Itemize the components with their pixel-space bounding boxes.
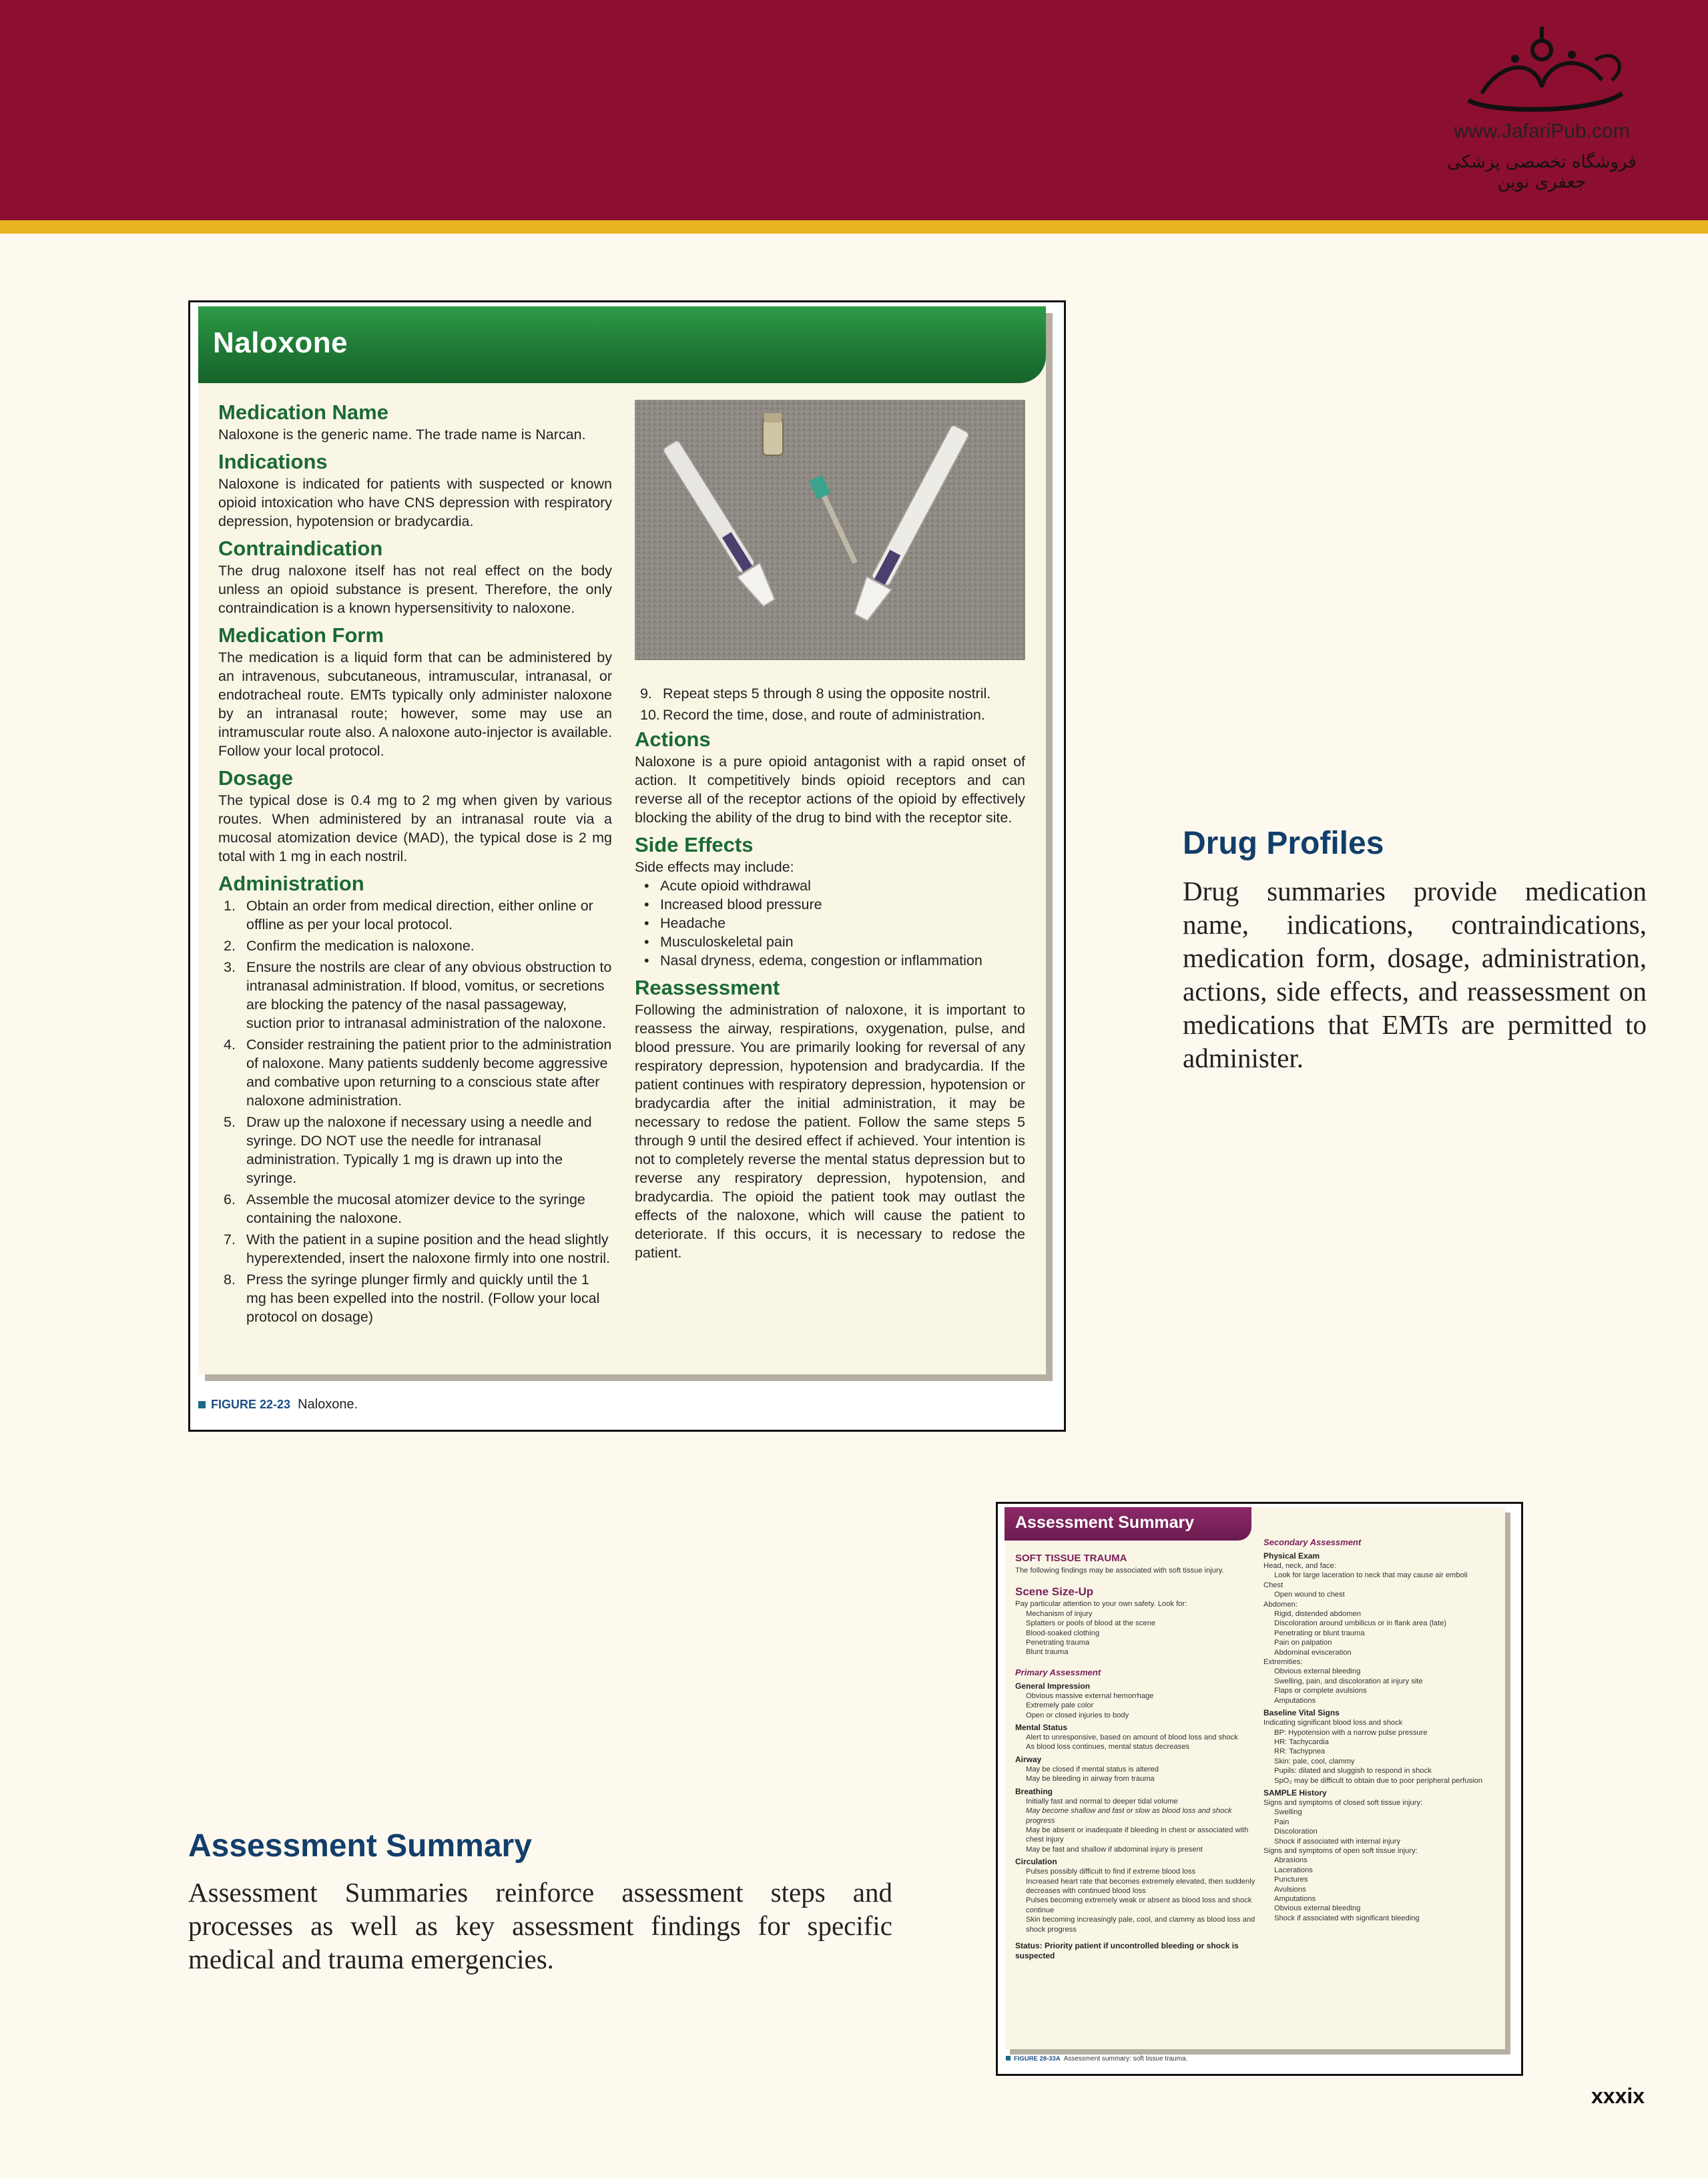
naloxone-title: Naloxone: [213, 326, 348, 359]
list-item: Splatters or pools of blood at the scene: [1026, 1619, 1156, 1628]
caption-text: Naloxone.: [298, 1397, 358, 1412]
list-item: 10. Record the time, dose, and route of administration.: [640, 707, 985, 723]
scene-intro: Pay particular attention to your own safety. Look for:: [1015, 1600, 1187, 1609]
list-item: Obvious external bleeding: [1274, 1904, 1361, 1913]
list-item: Open wound to chest: [1274, 1591, 1345, 1599]
list-item: Abrasions: [1274, 1856, 1308, 1865]
assessment-header: [1005, 1507, 1251, 1541]
logo-persian-text: فروشگاه تخصصی پزشکی جعفری نوین: [1447, 152, 1637, 192]
list-item: Penetrating trauma: [1026, 1639, 1090, 1647]
list-item: Discoloration around umbilicus or in flank area (late): [1274, 1619, 1447, 1628]
breathing-items: [1015, 1797, 1255, 1854]
list-item: Swelling, pain, and discoloration at injury site: [1274, 1677, 1423, 1685]
gi-items: [1015, 1691, 1255, 1720]
ms-items: [1015, 1733, 1255, 1752]
list-item: • Musculoskeletal pain: [635, 932, 1025, 951]
section-heading: Contraindication: [218, 537, 383, 560]
naloxone-panel: [198, 306, 1046, 1374]
list-item: Pain: [1274, 1818, 1290, 1826]
list-item: Abdomen:: [1263, 1600, 1298, 1609]
list-item: May be absent or inadequate if bleeding in chest or associated with chest injury: [1026, 1826, 1249, 1844]
list-item: Rigid, distended abdomen: [1274, 1610, 1361, 1619]
list-item: 2. Confirm the medication is naloxone.: [224, 938, 475, 954]
section-text: The drug naloxone itself has not real effect on the body unless an opioid substance is present. Therefore, the only contraindication is a known hypersensitivity to naloxone.: [218, 563, 612, 616]
list-item: • Headache: [635, 914, 1025, 932]
assessment-panel: [1005, 1507, 1505, 2049]
subheading: General Impression: [1015, 1681, 1091, 1691]
logo-url[interactable]: www.JafariPub.com: [1454, 120, 1630, 142]
administration-steps-continued: [635, 684, 1025, 724]
list-item: Head, neck, and face:: [1263, 1562, 1336, 1570]
list-item: Swelling: [1274, 1808, 1302, 1817]
status-text: Status: Priority patient if uncontrolled bleeding or shock is suspected: [1015, 1940, 1239, 1960]
section-heading: Dosage: [218, 766, 293, 790]
header-stripe: [0, 220, 1708, 234]
list-item: 1. Obtain an order from medical direction, either online or offline as per your local protocol.: [224, 898, 593, 932]
list-item: BP: Hypotension with a narrow pulse pressure: [1274, 1728, 1428, 1737]
section-heading: Side Effects: [635, 833, 754, 856]
naloxone-figure: [188, 300, 1066, 1432]
section-text: Naloxone is the generic name. The trade name is Narcan.: [218, 427, 586, 443]
list-item: Pupils: dilated and sluggish to respond in shock: [1274, 1767, 1432, 1776]
list-item: HR: Tachycardia: [1274, 1737, 1329, 1746]
assessment-figure-title: Assessment Summary: [1015, 1513, 1195, 1532]
section-text: Following the administration of naloxone, it is important to reassess the airway, respirations, oxygenation, pulse, and blood pressure. You are primarily looking for reversal of any respiratory depression, hypotension and bradycardia. If the patient continues with respiratory depression, hypotension or bradycardia after the initial administration, it may be necessary to redose the patient. Follow the same steps 5 through 9 until the desired effect if achieved. Your intention is not to completely reverse the mental status depression but to reverse any respiratory depression, hypotension, and bradycardia. The opioid the patient took may outlast the effects of the naloxone, which will cause the patient to deteriorate. If this occurs, it is necessary to redose the patient.: [635, 1002, 1025, 1261]
subheading: Mental Status: [1015, 1723, 1068, 1733]
list-item: Initially fast and normal to deeper tidal volume: [1026, 1797, 1178, 1806]
list-item: 3. Ensure the nostrils are clear of any obvious obstruction to intranasal administration. If blood, vomitus, or secretions are blocking the patency of the nasal passageway, suction prior to intranasal administration of the naloxone.: [224, 959, 612, 1031]
section-dosage: [218, 766, 612, 866]
section-heading: Reassessment: [635, 976, 780, 999]
list-item: Extremities:: [1263, 1658, 1303, 1667]
caption-label: FIGURE 28-33A: [1014, 2055, 1061, 2063]
drug-profiles-body: Drug summaries provide medication name, indications, contraindications, medication form, dosage, administration, actions, side effects, and reassessment on medications that EMTs are permitted to administer.: [1183, 876, 1647, 1073]
list-item: Pulses becoming extremely weak or absent as blood loss and shock continue: [1026, 1896, 1252, 1914]
assessment-summary-body: Assessment Summaries reinforce assessment steps and processes as well as key assessment findings for specific medical and trauma emergencies.: [188, 1877, 892, 1974]
list-item: Look for large laceration to neck that may cause air emboli: [1274, 1571, 1468, 1580]
caption-label: FIGURE 22-23: [211, 1398, 291, 1411]
list-item: Blunt trauma: [1026, 1648, 1069, 1657]
list-item: 8. Press the syringe plunger firmly and quickly until the 1 mg has been expelled into the nostril. (Follow your local protocol on dosage): [224, 1272, 600, 1325]
section-text: Naloxone is a pure opioid antagonist with a rapid onset of action. It competitively binds opioid receptors and can reverse all of the receptor actions of the opioid by effectively blocking the ability of the drug to bind with the receptor site.: [635, 754, 1025, 826]
subheading: Airway: [1015, 1754, 1042, 1764]
list-item: Abdominal evisceration: [1274, 1648, 1352, 1657]
list-item: Amputations: [1274, 1696, 1316, 1705]
section-heading: Administration: [218, 872, 364, 895]
scene-items: [1015, 1609, 1255, 1657]
list-item: RR: Tachypnea: [1274, 1747, 1326, 1756]
intro-text: The following findings may be associated with soft tissue injury.: [1015, 1567, 1224, 1575]
list-item: Discoloration: [1274, 1828, 1318, 1836]
airway-items: [1015, 1765, 1255, 1784]
list-item: Flaps or complete avulsions: [1274, 1687, 1367, 1695]
naloxone-left-column: [218, 400, 612, 1329]
section-text: The medication is a liquid form that can be administered by an intravenous, subcutaneous, intramuscular, intranasal, or endotracheal route. EMTs typically only administer naloxone by an intranasal route; however, some may use an intramuscular route also. A naloxone auto-injector is available. Follow your local protocol.: [218, 649, 612, 759]
section-heading: Indications: [218, 450, 328, 473]
assessment-right-column: [1263, 1527, 1501, 1923]
calligraphy-logo-icon: [1442, 20, 1642, 120]
caption-square-icon: [198, 1401, 206, 1408]
section-heading: SOFT TISSUE TRAUMA: [1015, 1553, 1127, 1564]
list-item: Skin: pale, cool, clammy: [1274, 1757, 1355, 1765]
drug-profiles-title: Drug Profiles: [1183, 826, 1384, 861]
list-item: May be bleeding in airway from trauma: [1026, 1775, 1155, 1784]
list-item: 4. Consider restraining the patient prior to the administration of naloxone. Many patients suddenly become aggressive and combative upon returning to a conscious state after naloxone administration.: [224, 1037, 612, 1109]
list-item: • Acute opioid withdrawal: [635, 876, 1025, 895]
list-item: Open or closed injuries to body: [1026, 1711, 1129, 1719]
list-item: Signs and symptoms of closed soft tissue injury:: [1263, 1798, 1423, 1807]
list-item: Mechanism of injury: [1026, 1609, 1093, 1618]
list-item: Shock if associated with internal injury: [1274, 1837, 1401, 1846]
sample-items: [1263, 1798, 1501, 1923]
list-item: As blood loss continues, mental status decreases: [1026, 1743, 1190, 1751]
section-medication-name: [218, 400, 612, 444]
list-item: May be fast and shallow if abdominal injury is present: [1026, 1845, 1203, 1854]
section-administration: [218, 871, 612, 1326]
section-indications: [218, 449, 612, 531]
list-item: Pain on palpation: [1274, 1639, 1332, 1647]
assessment-left-column: [1015, 1551, 1255, 1961]
subheading: Baseline Vital Signs: [1263, 1708, 1340, 1718]
section-medication-form: [218, 623, 612, 760]
list-item: SpO₂ may be difficult to obtain due to poor peripheral perfusion: [1274, 1776, 1482, 1785]
figure-caption: [198, 1397, 358, 1412]
administration-steps: [218, 896, 612, 1326]
list-item: Avulsions: [1274, 1885, 1306, 1894]
assessment-figure: [996, 1502, 1523, 2076]
subheading: SAMPLE History: [1263, 1788, 1327, 1798]
subheading: Circulation: [1015, 1857, 1057, 1867]
section-contraindication: [218, 536, 612, 617]
list-item: Extremely pale color: [1026, 1701, 1094, 1710]
list-item: 9. Repeat steps 5 through 8 using the opposite nostril.: [640, 686, 991, 702]
list-item: Amputations: [1274, 1895, 1316, 1903]
section-heading: Secondary Assessment: [1263, 1537, 1362, 1547]
list-item: Shock if associated with significant bleeding: [1274, 1914, 1420, 1922]
section-heading: Actions: [635, 728, 711, 751]
section-heading: Primary Assessment: [1015, 1667, 1101, 1677]
list-item: • Nasal dryness, edema, congestion or inflammation: [635, 951, 1025, 970]
page-number: xxxix: [1591, 2084, 1645, 2108]
list-item: May be closed if mental status is altered: [1026, 1765, 1159, 1774]
figure-caption: [1006, 2055, 1187, 2063]
list-item: Penetrating or blunt trauma: [1274, 1629, 1365, 1637]
section-heading: Scene Size-Up: [1015, 1585, 1094, 1599]
syringes-image-icon: [635, 400, 1025, 660]
circulation-items: [1015, 1867, 1255, 1934]
list-item: Alert to unresponsive, based on amount of blood loss and shock: [1026, 1733, 1238, 1742]
list-item: • Increased blood pressure: [635, 895, 1025, 914]
list-item: Increased heart rate that becomes extremely elevated, then suddenly decreases with continued blood loss: [1026, 1877, 1255, 1895]
list-item: Punctures: [1274, 1876, 1308, 1884]
section-text: Side effects may include:: [635, 859, 794, 875]
list-item: Obvious massive external hemorrhage: [1026, 1691, 1154, 1700]
section-heading: Medication Form: [218, 623, 384, 647]
pe-items: [1263, 1561, 1501, 1705]
list-item: 5. Draw up the naloxone if necessary using a needle and syringe. DO NOT use the needle for intranasal administration. Typically 1 mg is drawn up into the syringe.: [224, 1114, 592, 1186]
list-item: Blood-soaked clothing: [1026, 1629, 1100, 1637]
caption-text: Assessment summary: soft tissue trauma.: [1063, 2055, 1188, 2063]
list-item: Chest: [1263, 1581, 1284, 1589]
list-item: Obvious external bleeding: [1274, 1667, 1361, 1676]
list-item: Pulses possibly difficult to find if extreme blood loss: [1026, 1868, 1196, 1876]
naloxone-right-column: [635, 400, 1025, 1268]
subheading: Physical Exam: [1263, 1551, 1320, 1561]
caption-square-icon: [1006, 2056, 1011, 2061]
list-item: Indicating significant blood loss and shock: [1263, 1719, 1403, 1727]
list-item: May become shallow and fast or slow as blood loss and shock progress: [1026, 1807, 1232, 1825]
assessment-summary-title: Assessment Summary: [188, 1828, 532, 1864]
list-item: 6. Assemble the mucosal atomizer device to the syringe containing the naloxone.: [224, 1191, 585, 1226]
section-text: Naloxone is indicated for patients with suspected or known opioid intoxication who have CNS depression with respiratory depression, hypotension or bradycardia.: [218, 476, 612, 529]
section-text: The typical dose is 0.4 mg to 2 mg when given by various routes. When administered by an intranasal route via a mucosal atomization device (MAD), the typical dose is 2 mg total with 1 mg in each nostril.: [218, 792, 612, 864]
syringe-photo: [635, 400, 1025, 660]
bvs-items: [1263, 1718, 1501, 1786]
section-heading: Medication Name: [218, 400, 388, 424]
list-item: 7. With the patient in a supine position and the head slightly hyperextended, insert the naloxone firmly into one nostril.: [224, 1232, 610, 1266]
publisher-logo: [1422, 20, 1662, 194]
list-item: Signs and symptoms of open soft tissue injury:: [1263, 1846, 1418, 1855]
list-item: Skin becoming increasingly pale, cool, and clammy as blood loss and shock progress: [1026, 1916, 1255, 1934]
naloxone-header: [198, 306, 1046, 383]
list-item: Lacerations: [1274, 1866, 1313, 1874]
subheading: Breathing: [1015, 1786, 1053, 1796]
side-effects-list: [635, 876, 1025, 970]
